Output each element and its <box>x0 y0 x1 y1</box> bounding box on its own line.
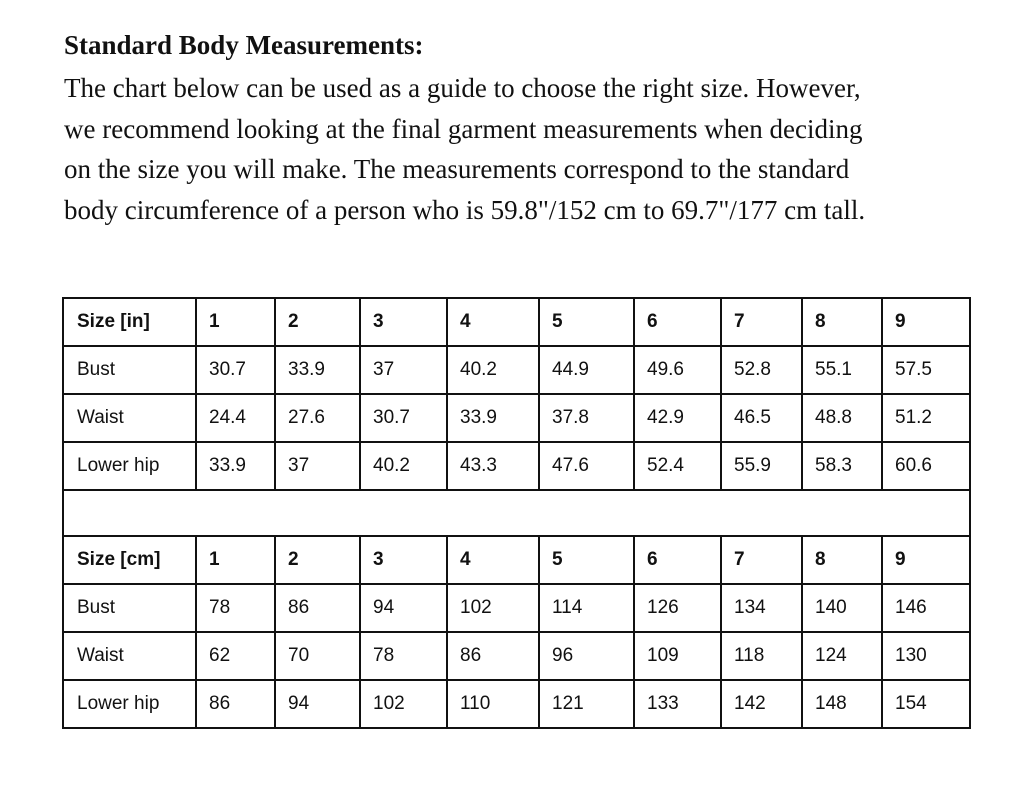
measurement-value: 52.4 <box>634 442 721 490</box>
size-chart-table <box>62 297 971 729</box>
size-number-cell: 6 <box>634 298 721 346</box>
measurement-label: Waist <box>63 394 196 442</box>
measurement-value: 47.6 <box>539 442 634 490</box>
measurement-value: 37 <box>360 346 447 394</box>
table-row <box>63 394 970 442</box>
measurement-value: 33.9 <box>447 394 539 442</box>
table-row <box>63 632 970 680</box>
table-row <box>63 584 970 632</box>
measurement-label: Bust <box>63 584 196 632</box>
measurement-value: 49.6 <box>634 346 721 394</box>
measurement-value: 86 <box>447 632 539 680</box>
measurement-value: 121 <box>539 680 634 728</box>
measurement-value: 40.2 <box>360 442 447 490</box>
measurement-value: 126 <box>634 584 721 632</box>
measurement-value: 142 <box>721 680 802 728</box>
size-number-cell: 3 <box>360 298 447 346</box>
size-unit-header: Size [cm] <box>63 536 196 584</box>
measurement-label: Waist <box>63 632 196 680</box>
measurement-value: 62 <box>196 632 275 680</box>
measurement-value: 46.5 <box>721 394 802 442</box>
measurement-value: 58.3 <box>802 442 882 490</box>
measurement-value: 55.9 <box>721 442 802 490</box>
measurement-value: 27.6 <box>275 394 360 442</box>
size-number-cell: 4 <box>447 536 539 584</box>
size-number-cell: 9 <box>882 298 970 346</box>
measurement-value: 43.3 <box>447 442 539 490</box>
measurement-value: 48.8 <box>802 394 882 442</box>
measurement-value: 51.2 <box>882 394 970 442</box>
table-row <box>63 680 970 728</box>
size-number-cell: 3 <box>360 536 447 584</box>
intro-line: The chart below can be used as a guide to choose the right size. However, <box>64 73 861 103</box>
measurement-value: 78 <box>196 584 275 632</box>
size-number-cell: 1 <box>196 298 275 346</box>
measurement-value: 114 <box>539 584 634 632</box>
measurement-value: 60.6 <box>882 442 970 490</box>
measurement-value: 133 <box>634 680 721 728</box>
size-number-cell: 4 <box>447 298 539 346</box>
size-number-cell: 8 <box>802 536 882 584</box>
measurement-value: 154 <box>882 680 970 728</box>
measurement-label: Lower hip <box>63 680 196 728</box>
size-number-cell: 8 <box>802 298 882 346</box>
measurement-value: 37.8 <box>539 394 634 442</box>
measurement-value: 94 <box>275 680 360 728</box>
size-header-row-inches <box>63 298 970 346</box>
measurement-value: 37 <box>275 442 360 490</box>
table-row <box>63 442 970 490</box>
measurement-value: 118 <box>721 632 802 680</box>
measurement-value: 146 <box>882 584 970 632</box>
intro-paragraph <box>64 68 994 230</box>
size-number-cell: 5 <box>539 298 634 346</box>
size-number-cell: 7 <box>721 298 802 346</box>
measurement-value: 24.4 <box>196 394 275 442</box>
size-header-row-cm <box>63 536 970 584</box>
measurement-value: 102 <box>447 584 539 632</box>
measurement-value: 30.7 <box>196 346 275 394</box>
intro-line: body circumference of a person who is 59.8"/152 cm to 69.7"/177 cm tall. <box>64 194 866 225</box>
table-row <box>63 346 970 394</box>
size-number-cell: 2 <box>275 536 360 584</box>
size-number-cell: 7 <box>721 536 802 584</box>
measurement-value: 130 <box>882 632 970 680</box>
measurement-value: 102 <box>360 680 447 728</box>
measurement-value: 140 <box>802 584 882 632</box>
measurement-value: 148 <box>802 680 882 728</box>
size-unit-header: Size [in] <box>63 298 196 346</box>
measurement-value: 33.9 <box>275 346 360 394</box>
size-number-cell: 1 <box>196 536 275 584</box>
measurement-value: 55.1 <box>802 346 882 394</box>
measurement-value: 86 <box>275 584 360 632</box>
measurement-value: 52.8 <box>721 346 802 394</box>
measurement-label: Lower hip <box>63 442 196 490</box>
size-number-cell: 5 <box>539 536 634 584</box>
intro-line: we recommend looking at the final garment measurements when deciding <box>64 113 863 144</box>
measurement-value: 110 <box>447 680 539 728</box>
measurement-value: 134 <box>721 584 802 632</box>
measurement-value: 96 <box>539 632 634 680</box>
measurement-value: 30.7 <box>360 394 447 442</box>
measurement-value: 124 <box>802 632 882 680</box>
measurement-value: 33.9 <box>196 442 275 490</box>
measurement-value: 42.9 <box>634 394 721 442</box>
measurement-value: 94 <box>360 584 447 632</box>
intro-line: on the size you will make. The measurements correspond to the standard <box>64 154 850 184</box>
measurement-value: 70 <box>275 632 360 680</box>
size-number-cell: 6 <box>634 536 721 584</box>
measurement-value: 44.9 <box>539 346 634 394</box>
size-number-cell: 9 <box>882 536 970 584</box>
measurement-value: 109 <box>634 632 721 680</box>
measurement-label: Bust <box>63 346 196 394</box>
spacer-cell <box>63 490 970 536</box>
measurement-value: 57.5 <box>882 346 970 394</box>
measurement-value: 78 <box>360 632 447 680</box>
size-number-cell: 2 <box>275 298 360 346</box>
measurement-value: 40.2 <box>447 346 539 394</box>
page-title: Standard Body Measurements: <box>64 30 424 60</box>
measurement-value: 86 <box>196 680 275 728</box>
section-spacer-row <box>63 490 970 536</box>
